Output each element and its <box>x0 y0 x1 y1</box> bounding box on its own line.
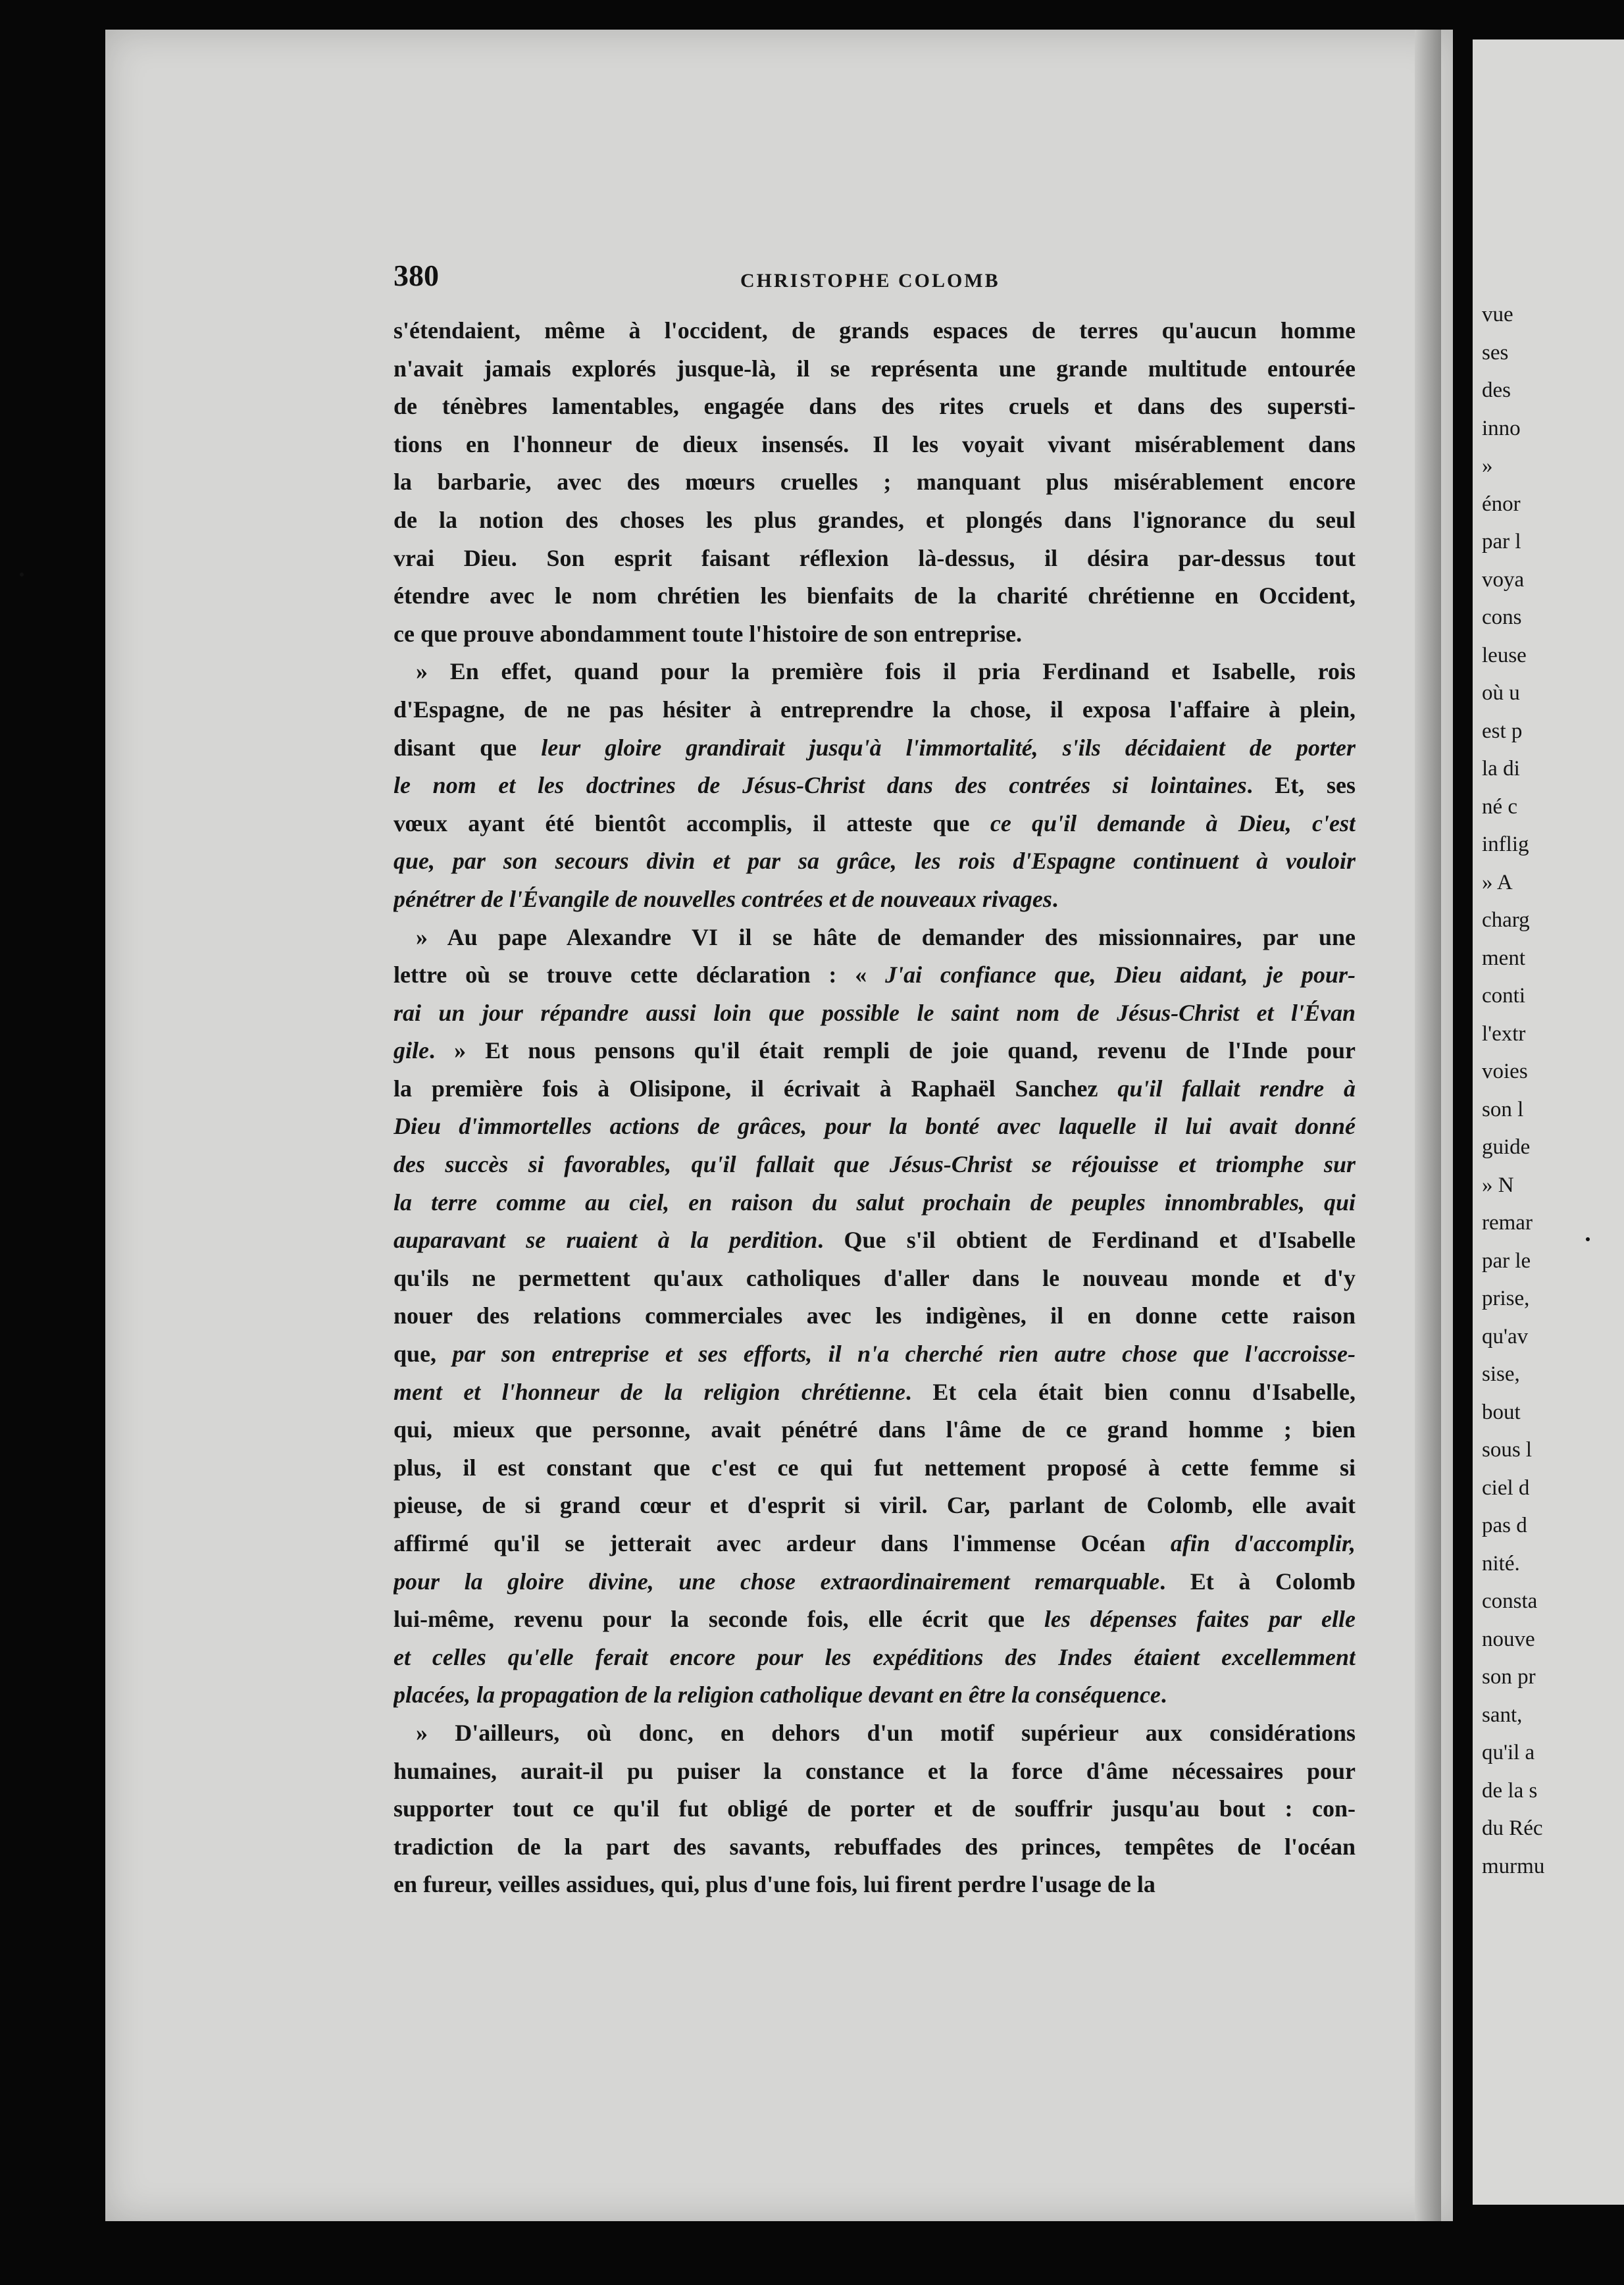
text-line <box>393 1411 1356 1449</box>
text-line <box>393 1260 1356 1298</box>
text-line <box>393 1070 1356 1108</box>
text-span: lettre où se trouve cette déclaration : « <box>393 962 886 988</box>
text-span: tradiction de la part des savants, rebuffades des princes, tempêtes de l'océan <box>393 1833 1356 1860</box>
text-line <box>393 805 1356 843</box>
text-line <box>393 312 1356 350</box>
scan-speck <box>20 573 24 577</box>
facing-page-line: leuse <box>1482 643 1527 667</box>
facing-page-line: » N <box>1482 1173 1514 1197</box>
text-line <box>393 577 1356 615</box>
facing-page-line: la di <box>1482 757 1520 781</box>
text-span: . Que s'il obtient de Ferdinand et d'Isabelle <box>817 1227 1356 1254</box>
facing-page-line: né c <box>1482 794 1518 819</box>
text-line <box>393 1790 1356 1828</box>
facing-page-line: vue <box>1482 303 1513 326</box>
italic-quote-span: ce qu'il demande à Dieu, c'est <box>990 809 1356 836</box>
running-title: CHRISTOPHE COLOMB <box>740 270 1000 292</box>
italic-quote-span: placées, la propagation de la religion catholique devant en être la conséquence <box>393 1682 1161 1708</box>
facing-page-line: bout <box>1482 1400 1521 1424</box>
text-line <box>393 1297 1356 1335</box>
text-line <box>393 842 1356 881</box>
facing-page-line: sise, <box>1482 1362 1520 1386</box>
facing-page-line: charg <box>1482 908 1530 932</box>
text-line <box>393 350 1356 388</box>
text-line <box>393 1828 1356 1866</box>
text-span: de ténèbres lamentables, engagée dans des rites cruels et dans des supersti- <box>393 393 1356 420</box>
italic-quote-span: rai un jour répandre aussi loin que possible le saint nom de Jésus-Christ et l'Évan <box>393 999 1356 1026</box>
text-span: s'étendaient, même à l'occident, de grands espaces de terres qu'aucun homme <box>393 317 1356 344</box>
facing-page-line: du Réc <box>1482 1816 1543 1840</box>
text-span: en fureur, veilles assidues, qui, plus d'une fois, lui firent perdre l'usage de la <box>393 1871 1155 1898</box>
italic-quote-span: le nom et les doctrines de Jésus-Christ dans des contrées si lointaines <box>393 772 1247 799</box>
text-line <box>393 767 1356 805</box>
facing-page-line: sant, <box>1482 1703 1523 1727</box>
scan-speck <box>1586 1237 1590 1241</box>
text-line <box>393 615 1356 654</box>
italic-quote-span: les dépenses faites par elle <box>1044 1606 1356 1633</box>
text-line <box>393 1866 1356 1904</box>
facing-page-line: son l <box>1482 1097 1524 1121</box>
text-line <box>393 919 1356 957</box>
facing-page-line: » <box>1482 454 1493 478</box>
text-span: que, <box>393 1341 453 1368</box>
facing-page-line: voya <box>1482 567 1525 592</box>
text-span: . » Et nous pensons qu'il était rempli de joie quand, revenu de l'Inde pour <box>428 1037 1356 1064</box>
italic-quote-span: que, par son secours divin et par sa grâce, les rois d'Espagne continuent à vouloir <box>393 848 1356 875</box>
facing-page-line: où u <box>1482 681 1520 705</box>
text-line <box>393 501 1356 540</box>
text-line <box>393 1676 1356 1714</box>
facing-page-line: murmu <box>1482 1854 1545 1878</box>
text-span: supporter tout ce qu'il fut obligé de porter et de souffrir jusqu'au bout : con- <box>393 1795 1356 1822</box>
text-span: . <box>1160 1682 1167 1708</box>
facing-page-line: voies <box>1482 1060 1528 1083</box>
text-line <box>393 994 1356 1033</box>
facing-page-line: inflig <box>1482 833 1529 856</box>
text-span: étendre avec le nom chrétien les bienfaits de la charité chrétienne en Occident, <box>393 582 1356 609</box>
text-span: » D'ailleurs, où donc, en dehors d'un motif supérieur aux considérations <box>416 1719 1356 1746</box>
italic-quote-span: ment et l'honneur de la religion chrétienne <box>393 1378 906 1405</box>
italic-quote-span: afin d'accomplir, <box>1170 1530 1356 1556</box>
text-line <box>393 1525 1356 1563</box>
text-line <box>393 1563 1356 1601</box>
text-span: » Au pape Alexandre VI il se hâte de demander des missionnaires, par une <box>416 923 1356 950</box>
text-line <box>393 1108 1356 1146</box>
page-number: 380 <box>393 259 439 292</box>
text-span: affirmé qu'il se jetterait avec ardeur dans l'immense Océan <box>393 1530 1171 1556</box>
text-line <box>393 1487 1356 1525</box>
facing-page-line: ses <box>1482 340 1509 365</box>
text-line <box>393 540 1356 578</box>
text-line <box>393 388 1356 426</box>
text-span: ce que prouve abondamment toute l'histoire de son entreprise. <box>393 620 1022 647</box>
facing-page-line: l'extr <box>1482 1021 1526 1046</box>
facing-page-line: ment <box>1482 946 1525 970</box>
text-line <box>393 1184 1356 1222</box>
body-text <box>393 312 1356 1904</box>
italic-quote-span: pénétrer de l'Évangile de nouvelles contrées et de nouveaux rivages <box>393 885 1052 912</box>
text-line <box>393 1714 1356 1753</box>
facing-page-line: pas d <box>1482 1514 1527 1537</box>
text-span: » En effet, quand pour la première fois il pria Ferdinand et Isabelle, rois <box>416 658 1356 685</box>
facing-page-line: énor <box>1482 492 1521 516</box>
text-span: de la notion des choses les plus grandes, et plongés dans l'ignorance du seul <box>393 506 1356 533</box>
text-span: n'avait jamais explorés jusque-là, il se représenta une grande multitude entourée <box>393 355 1356 382</box>
facing-page-line: qu'il a <box>1482 1741 1535 1764</box>
text-span: la première fois à Olisipone, il écrivait à Raphaël Sanchez <box>393 1075 1118 1102</box>
page-gutter-shadow <box>1415 30 1441 2221</box>
facing-page-line: son pr <box>1482 1665 1536 1689</box>
text-line <box>393 1032 1356 1070</box>
facing-page-line: nité. <box>1482 1551 1520 1576</box>
facing-page-line: de la s <box>1482 1778 1538 1803</box>
scanned-page-right <box>1473 39 1624 2205</box>
facing-page-line: par le <box>1482 1248 1531 1273</box>
facing-page-line: prise, <box>1482 1287 1530 1310</box>
facing-page-line: par l <box>1482 530 1521 553</box>
italic-quote-span: qu'il fallait rendre à <box>1117 1075 1356 1102</box>
facing-page-line: » A <box>1482 870 1513 894</box>
italic-quote-span: auparavant se ruaient à la perdition <box>393 1227 818 1254</box>
text-line <box>393 1146 1356 1184</box>
facing-page-line: ciel d <box>1482 1476 1530 1500</box>
facing-page-line: cons <box>1482 605 1522 629</box>
italic-quote-span: par son entreprise et ses efforts, il n'a cherché rien autre chose que l'accroisse- <box>452 1341 1356 1368</box>
text-line <box>393 1374 1356 1412</box>
facing-page-line: remar <box>1482 1211 1533 1235</box>
italic-quote-span: la terre comme au ciel, en raison du salut prochain de peuples innombrables, qui <box>393 1189 1356 1216</box>
text-span: qui, mieux que personne, avait pénétré dans l'âme de ce grand homme ; bien <box>393 1416 1356 1443</box>
facing-page-line: est p <box>1482 719 1523 743</box>
text-line <box>393 463 1356 501</box>
facing-page-line: consta <box>1482 1589 1538 1613</box>
text-span: lui-même, revenu pour la seconde fois, elle écrit que <box>393 1606 1044 1633</box>
text-span: vœux ayant été bientôt accomplis, il atteste que <box>393 809 990 836</box>
facing-page-line: conti <box>1482 984 1525 1008</box>
italic-quote-span: des succès si favorables, qu'il fallait que Jésus-Christ se réjouisse et triomphe sur <box>393 1151 1356 1178</box>
text-span: nouer des relations commerciales avec les indigènes, il en donne cette raison <box>393 1302 1356 1329</box>
text-span: d'Espagne, de ne pas hésiter à entreprendre la chose, il exposa l'affaire à plein, <box>393 696 1356 723</box>
text-line <box>393 1639 1356 1677</box>
italic-quote-span: Dieu d'immortelles actions de grâces, pour la bonté avec laquelle il lui avait donné <box>393 1113 1356 1140</box>
text-line <box>393 1753 1356 1791</box>
text-span: . Et, ses <box>1246 772 1356 799</box>
text-span: humaines, aurait-il pu puiser la constance et la force d'âme nécessaires pour <box>393 1757 1356 1784</box>
facing-page-line: inno <box>1482 416 1521 440</box>
italic-quote-span: pour la gloire divine, une chose extraordinairement remarquable <box>393 1568 1160 1595</box>
facing-page-line: qu'av <box>1482 1324 1529 1348</box>
text-span: pieuse, de si grand cœur et d'esprit si viril. Car, parlant de Colomb, elle avait <box>393 1492 1356 1519</box>
text-span: la barbarie, avec des mœurs cruelles ; manquant plus misérablement encore <box>393 469 1356 496</box>
text-span: plus, il est constant que c'est ce qui fut nettement proposé à cette femme si <box>393 1454 1356 1481</box>
text-line <box>393 729 1356 767</box>
facing-page-line: guide <box>1482 1135 1531 1159</box>
text-line <box>393 1601 1356 1639</box>
text-line <box>393 956 1356 994</box>
facing-page-line: sous l <box>1482 1438 1533 1462</box>
text-line <box>393 1449 1356 1487</box>
italic-quote-span: gile <box>393 1037 429 1064</box>
italic-quote-span: leur gloire grandirait jusqu'à l'immortalité, s'ils décidaient de porter <box>541 734 1356 761</box>
italic-quote-span: J'ai confiance que, Dieu aidant, je pour- <box>885 962 1356 988</box>
text-line <box>393 691 1356 729</box>
text-span: . Et cela était bien connu d'Isabelle, <box>905 1378 1356 1405</box>
text-line <box>393 1335 1356 1374</box>
facing-page-line: nouve <box>1482 1627 1535 1651</box>
text-line <box>393 1221 1356 1260</box>
text-line <box>393 653 1356 691</box>
text-line <box>393 426 1356 464</box>
text-span: disant que <box>393 734 542 761</box>
text-span: tions en l'honneur de dieux insensés. Il les voyait vivant misérablement dans <box>393 430 1356 457</box>
italic-quote-span: et celles qu'elle ferait encore pour les expéditions des Indes étaient excellemment <box>393 1643 1356 1670</box>
text-span: . Et à Colomb <box>1159 1568 1356 1595</box>
facing-page-line: des <box>1482 378 1511 402</box>
text-span: qu'ils ne permettent qu'aux catholiques d'aller dans le nouveau monde et d'y <box>393 1264 1356 1291</box>
text-span: . <box>1052 885 1058 912</box>
facing-page-text <box>1482 296 1624 1886</box>
text-span: vrai Dieu. Son esprit faisant réflexion là-dessus, il désira par-dessus tout <box>393 544 1356 571</box>
text-line <box>393 881 1356 919</box>
